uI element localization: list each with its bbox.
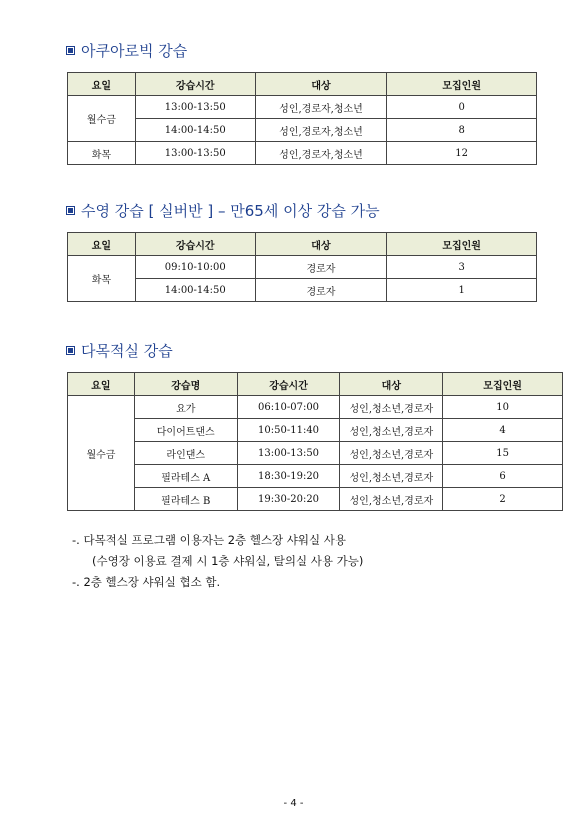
count-cell: 1 — [387, 279, 537, 302]
day-cell: 화목 — [68, 256, 136, 302]
note-line: -. 다목적실 프로그램 이용자는 2층 헬스장 샤워실 사용 — [72, 533, 346, 547]
table-row — [68, 442, 563, 465]
time-cell: 13:00-13:50 — [135, 142, 255, 165]
header-count: 모집인원 — [387, 233, 537, 256]
section-title-silver-swim — [66, 200, 380, 221]
class-name-cell: 다이어트댄스 — [134, 419, 237, 442]
table-row — [68, 256, 537, 279]
header-time: 강습시간 — [135, 233, 255, 256]
time-cell: 10:50-11:40 — [237, 419, 340, 442]
aquarobics-table — [67, 72, 537, 165]
day-cell: 화목 — [68, 142, 136, 165]
square-bullet-icon — [66, 46, 75, 55]
header-day: 요일 — [68, 73, 136, 96]
target-cell: 성인,경로자,청소년 — [255, 119, 387, 142]
table-row — [68, 465, 563, 488]
time-cell: 14:00-14:50 — [135, 119, 255, 142]
table-row — [68, 396, 563, 419]
target-cell: 성인,청소년,경로자 — [340, 488, 443, 511]
target-cell: 성인,청소년,경로자 — [340, 396, 443, 419]
multipurpose-table — [67, 372, 563, 511]
silver-swim-table — [67, 232, 537, 302]
count-cell: 10 — [443, 396, 563, 419]
square-bullet-icon — [66, 346, 75, 355]
section-title-aquarobics — [66, 40, 187, 61]
table-row — [68, 488, 563, 511]
time-cell: 09:10-10:00 — [135, 256, 255, 279]
square-bullet-icon — [66, 206, 75, 215]
header-count: 모집인원 — [387, 73, 537, 96]
table-header-row — [68, 373, 563, 396]
table-row — [68, 142, 537, 165]
count-cell: 15 — [443, 442, 563, 465]
table-row — [68, 279, 537, 302]
count-cell: 0 — [387, 96, 537, 119]
class-name-cell: 필라테스 B — [134, 488, 237, 511]
notes — [72, 530, 363, 593]
day-cell: 월수금 — [68, 396, 135, 511]
table-header-row — [68, 233, 537, 256]
section-title-text: 다목적실 강습 — [81, 342, 173, 360]
count-cell: 8 — [387, 119, 537, 142]
class-name-cell: 필라테스 A — [134, 465, 237, 488]
section-title-text: 아쿠아로빅 강습 — [81, 42, 188, 60]
table-row — [68, 119, 537, 142]
header-target: 대상 — [255, 73, 387, 96]
header-target: 대상 — [255, 233, 387, 256]
table-row — [68, 96, 537, 119]
count-cell: 12 — [387, 142, 537, 165]
section-title-text: 수영 강습 [ 실버반 ] – 만65세 이상 강습 가능 — [81, 202, 380, 220]
time-cell: 14:00-14:50 — [135, 279, 255, 302]
time-cell: 06:10-07:00 — [237, 396, 340, 419]
count-cell: 2 — [443, 488, 563, 511]
table-header-row — [68, 73, 537, 96]
header-target: 대상 — [340, 373, 443, 396]
time-cell: 19:30-20:20 — [237, 488, 340, 511]
target-cell: 성인,경로자,청소년 — [255, 142, 387, 165]
day-cell: 월수금 — [68, 96, 136, 142]
time-cell: 13:00-13:50 — [237, 442, 340, 465]
target-cell: 경로자 — [255, 256, 387, 279]
target-cell: 성인,청소년,경로자 — [340, 465, 443, 488]
target-cell: 성인,청소년,경로자 — [340, 419, 443, 442]
class-name-cell: 요가 — [134, 396, 237, 419]
header-time: 강습시간 — [237, 373, 340, 396]
header-day: 요일 — [68, 373, 135, 396]
header-count: 모집인원 — [443, 373, 563, 396]
target-cell: 성인,경로자,청소년 — [255, 96, 387, 119]
section-title-multipurpose — [66, 340, 173, 361]
target-cell: 성인,청소년,경로자 — [340, 442, 443, 465]
note-line: -. 2층 헬스장 샤워실 협소 함. — [72, 575, 221, 589]
header-day: 요일 — [68, 233, 136, 256]
table-row — [68, 419, 563, 442]
count-cell: 6 — [443, 465, 563, 488]
time-cell: 18:30-19:20 — [237, 465, 340, 488]
page-number: - 4 - — [283, 798, 304, 809]
count-cell: 3 — [387, 256, 537, 279]
count-cell: 4 — [443, 419, 563, 442]
target-cell: 경로자 — [255, 279, 387, 302]
header-class-name: 강습명 — [134, 373, 237, 396]
class-name-cell: 라인댄스 — [134, 442, 237, 465]
time-cell: 13:00-13:50 — [135, 96, 255, 119]
header-time: 강습시간 — [135, 73, 255, 96]
note-line: (수영장 이용료 결제 시 1층 샤워실, 탈의실 사용 가능) — [92, 554, 364, 568]
